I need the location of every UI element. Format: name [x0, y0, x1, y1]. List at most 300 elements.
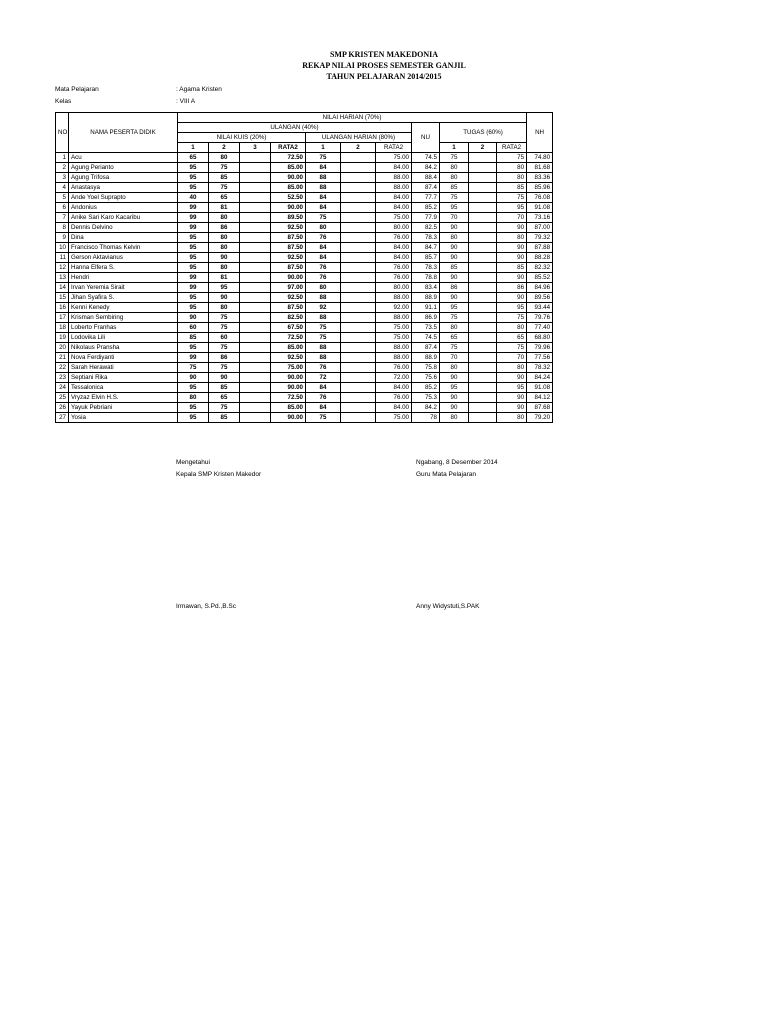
cell-urata: 75.00 [376, 413, 412, 423]
cell-k2: 80 [209, 263, 240, 273]
cell-nh: 91.08 [527, 383, 553, 393]
sub-tugas-1: 1 [440, 143, 469, 153]
cell-t1: 75 [440, 153, 469, 163]
cell-krata: 92.50 [271, 223, 306, 233]
cell-name: Sarah Herawati [69, 363, 178, 373]
cell-k1: 95 [178, 183, 209, 193]
cell-urata: 72.00 [376, 373, 412, 383]
cell-urata: 88.00 [376, 183, 412, 193]
cell-no: 18 [56, 323, 69, 333]
cell-nu: 75.6 [412, 373, 440, 383]
cell-urata: 84.00 [376, 253, 412, 263]
cell-no: 3 [56, 173, 69, 183]
cell-nh: 77.40 [527, 323, 553, 333]
table-row [56, 233, 553, 243]
cell-k1: 95 [178, 383, 209, 393]
cell-k2: 86 [209, 223, 240, 233]
cell-trata: 90 [497, 273, 527, 283]
cell-name: Yayuk Pebriani [69, 403, 178, 413]
cell-u1: 84 [306, 383, 341, 393]
cell-k2: 75 [209, 403, 240, 413]
cell-trata: 90 [497, 223, 527, 233]
cell-k3 [240, 243, 271, 253]
cell-t1: 90 [440, 293, 469, 303]
cell-u1: 76 [306, 363, 341, 373]
cell-name: Nikolaus Pransha [69, 343, 178, 353]
cell-urata: 76.00 [376, 363, 412, 373]
cell-t2 [469, 323, 497, 333]
cell-t1: 80 [440, 413, 469, 423]
cell-no: 14 [56, 283, 69, 293]
cell-u1: 84 [306, 253, 341, 263]
cell-k1: 95 [178, 243, 209, 253]
cell-t1: 80 [440, 173, 469, 183]
cell-t2 [469, 213, 497, 223]
cell-trata: 75 [497, 193, 527, 203]
cell-k3 [240, 153, 271, 163]
cell-trata: 80 [497, 363, 527, 373]
cell-urata: 80.00 [376, 283, 412, 293]
cell-k3 [240, 173, 271, 183]
cell-name: Andonius [69, 203, 178, 213]
cell-nu: 88.4 [412, 173, 440, 183]
cell-k3 [240, 363, 271, 373]
cell-nu: 74.5 [412, 333, 440, 343]
cell-u2 [341, 393, 376, 403]
cell-k1: 99 [178, 203, 209, 213]
cell-u1: 84 [306, 163, 341, 173]
cell-u2 [341, 313, 376, 323]
cell-trata: 75 [497, 313, 527, 323]
cell-t2 [469, 363, 497, 373]
cell-urata: 76.00 [376, 393, 412, 403]
cell-u2 [341, 373, 376, 383]
cell-name: Dennis Delvino [69, 223, 178, 233]
cell-k2: 81 [209, 273, 240, 283]
cell-nu: 88.9 [412, 293, 440, 303]
cell-u1: 76 [306, 233, 341, 243]
cell-k1: 85 [178, 333, 209, 343]
cell-nh: 85.52 [527, 273, 553, 283]
cell-name: Lodovika Lili [69, 333, 178, 343]
cell-name: Krisman Sembiring [69, 313, 178, 323]
cell-name: Hendri [69, 273, 178, 283]
header-no: NO [56, 113, 69, 153]
table-row [56, 393, 553, 403]
cell-name: Acu [69, 153, 178, 163]
cell-krata: 67.50 [271, 323, 306, 333]
cell-trata: 80 [497, 323, 527, 333]
cell-k1: 65 [178, 153, 209, 163]
school-name: SMP KRISTEN MAKEDONIA [329, 50, 438, 59]
cell-nu: 84.7 [412, 243, 440, 253]
cell-name: Irvan Yeremia Sirait [69, 283, 178, 293]
cell-u2 [341, 263, 376, 273]
table-row [56, 403, 553, 413]
cell-krata: 87.50 [271, 233, 306, 243]
cell-k2: 90 [209, 293, 240, 303]
cell-k3 [240, 323, 271, 333]
teacher-name: Anny Widystuti,S.PAK [416, 603, 480, 610]
table-row [56, 243, 553, 253]
cell-trata: 90 [497, 243, 527, 253]
sub-kuis-2: 2 [209, 143, 240, 153]
cell-urata: 84.00 [376, 193, 412, 203]
cell-u1: 88 [306, 293, 341, 303]
cell-trata: 95 [497, 383, 527, 393]
cell-u1: 80 [306, 283, 341, 293]
cell-krata: 72.50 [271, 393, 306, 403]
cell-urata: 75.00 [376, 333, 412, 343]
cell-krata: 92.50 [271, 293, 306, 303]
cell-u1: 72 [306, 373, 341, 383]
cell-k3 [240, 213, 271, 223]
cell-nu: 75.3 [412, 393, 440, 403]
cell-t1: 75 [440, 343, 469, 353]
cell-k1: 80 [178, 393, 209, 403]
cell-urata: 76.00 [376, 263, 412, 273]
cell-nh: 87.88 [527, 243, 553, 253]
cell-name: Vryzaz Elvin H.S. [69, 393, 178, 403]
table-row [56, 363, 553, 373]
cell-t2 [469, 273, 497, 283]
cell-k3 [240, 263, 271, 273]
cell-nu: 91.1 [412, 303, 440, 313]
cell-t1: 95 [440, 203, 469, 213]
cell-no: 10 [56, 243, 69, 253]
table-row [56, 323, 553, 333]
cell-name: Agung Trifosa [69, 173, 178, 183]
cell-u2 [341, 153, 376, 163]
cell-k3 [240, 303, 271, 313]
cell-no: 17 [56, 313, 69, 323]
cell-trata: 80 [497, 413, 527, 423]
cell-trata: 75 [497, 153, 527, 163]
table-row [56, 223, 553, 233]
cell-u2 [341, 283, 376, 293]
cell-trata: 70 [497, 353, 527, 363]
cell-u2 [341, 223, 376, 233]
cell-k1: 90 [178, 373, 209, 383]
cell-name: Kenni Kenedy [69, 303, 178, 313]
cell-name: Gerson Aktavianus [69, 253, 178, 263]
cell-k2: 75 [209, 363, 240, 373]
cell-k2: 75 [209, 163, 240, 173]
table-row [56, 253, 553, 263]
cell-t1: 90 [440, 273, 469, 283]
cell-trata: 90 [497, 253, 527, 263]
cell-trata: 70 [497, 213, 527, 223]
cell-t1: 80 [440, 363, 469, 373]
cell-k3 [240, 393, 271, 403]
cell-nu: 86.9 [412, 313, 440, 323]
cell-k2: 65 [209, 393, 240, 403]
cell-k1: 75 [178, 363, 209, 373]
cell-urata: 80.00 [376, 223, 412, 233]
cell-k3 [240, 293, 271, 303]
header-nh: NH [527, 113, 553, 153]
cell-u1: 76 [306, 393, 341, 403]
cell-nu: 75.8 [412, 363, 440, 373]
cell-u2 [341, 243, 376, 253]
cell-u1: 84 [306, 193, 341, 203]
cell-no: 13 [56, 273, 69, 283]
cell-no: 6 [56, 203, 69, 213]
cell-urata: 75.00 [376, 153, 412, 163]
cell-k2: 65 [209, 193, 240, 203]
table-row [56, 303, 553, 313]
cell-urata: 84.00 [376, 243, 412, 253]
cell-u1: 75 [306, 153, 341, 163]
cell-krata: 85.00 [271, 403, 306, 413]
cell-nh: 68.80 [527, 333, 553, 343]
table-row [56, 193, 553, 203]
table-row [56, 213, 553, 223]
cell-krata: 85.00 [271, 343, 306, 353]
cell-t1: 85 [440, 263, 469, 273]
cell-k1: 95 [178, 303, 209, 313]
cell-t1: 90 [440, 253, 469, 263]
cell-t1: 70 [440, 353, 469, 363]
cell-krata: 87.50 [271, 303, 306, 313]
cell-urata: 88.00 [376, 353, 412, 363]
cell-k2: 80 [209, 303, 240, 313]
cell-t2 [469, 303, 497, 313]
cell-t2 [469, 243, 497, 253]
sub-kuis-1: 1 [178, 143, 209, 153]
cell-nh: 89.56 [527, 293, 553, 303]
sub-uh-rata: RATA2 [376, 143, 412, 153]
cell-name: Francisco Thomas Kelvin [69, 243, 178, 253]
cell-k3 [240, 203, 271, 213]
cell-u2 [341, 273, 376, 283]
cell-u2 [341, 183, 376, 193]
cell-t2 [469, 233, 497, 243]
cell-t2 [469, 383, 497, 393]
cell-t1: 90 [440, 373, 469, 383]
cell-nu: 87.4 [412, 183, 440, 193]
cell-u1: 84 [306, 243, 341, 253]
sub-uh-1: 1 [306, 143, 341, 153]
header-nu: NU [412, 123, 440, 153]
sub-tugas-2: 2 [469, 143, 497, 153]
cell-k3 [240, 373, 271, 383]
cell-u1: 76 [306, 263, 341, 273]
table-row [56, 333, 553, 343]
cell-nh: 87.68 [527, 403, 553, 413]
cell-nh: 79.96 [527, 343, 553, 353]
table-row [56, 293, 553, 303]
cell-k3 [240, 403, 271, 413]
cell-krata: 82.50 [271, 313, 306, 323]
cell-u1: 75 [306, 413, 341, 423]
header-name: NAMA PESERTA DIDIK [69, 113, 178, 153]
cell-k1: 99 [178, 353, 209, 363]
cell-krata: 90.00 [271, 413, 306, 423]
cell-nu: 82.5 [412, 223, 440, 233]
cell-krata: 87.50 [271, 263, 306, 273]
cell-name: Anastasya [69, 183, 178, 193]
cell-urata: 88.00 [376, 313, 412, 323]
cell-krata: 85.00 [271, 163, 306, 173]
cell-u2 [341, 303, 376, 313]
cell-nh: 93.44 [527, 303, 553, 313]
cell-t2 [469, 353, 497, 363]
cell-k1: 60 [178, 323, 209, 333]
cell-t1: 75 [440, 193, 469, 203]
cell-k1: 95 [178, 173, 209, 183]
cell-k2: 86 [209, 353, 240, 363]
cell-name: Tessalonica [69, 383, 178, 393]
table-row [56, 413, 553, 423]
cell-no: 7 [56, 213, 69, 223]
cell-k1: 95 [178, 293, 209, 303]
cell-krata: 72.50 [271, 333, 306, 343]
cell-nu: 85.2 [412, 383, 440, 393]
cell-k1: 95 [178, 403, 209, 413]
cell-t2 [469, 173, 497, 183]
cell-nh: 76.08 [527, 193, 553, 203]
cell-nh: 88.28 [527, 253, 553, 263]
cell-k2: 75 [209, 183, 240, 193]
cell-nh: 84.96 [527, 283, 553, 293]
table-row [56, 353, 553, 363]
cell-k3 [240, 193, 271, 203]
cell-u1: 88 [306, 313, 341, 323]
cell-krata: 90.00 [271, 203, 306, 213]
cell-u1: 88 [306, 183, 341, 193]
cell-krata: 97.00 [271, 283, 306, 293]
cell-urata: 88.00 [376, 173, 412, 183]
cell-nu: 84.2 [412, 163, 440, 173]
table-row [56, 183, 553, 193]
cell-name: Yosia [69, 413, 178, 423]
headmaster-name: Irmawan, S.Pd.,B.Sc [176, 603, 236, 610]
cell-krata: 75.00 [271, 363, 306, 373]
cell-krata: 85.00 [271, 183, 306, 193]
cell-k3 [240, 313, 271, 323]
cell-krata: 72.50 [271, 153, 306, 163]
cell-trata: 86 [497, 283, 527, 293]
cell-k2: 80 [209, 213, 240, 223]
cell-t1: 85 [440, 183, 469, 193]
cell-t1: 90 [440, 403, 469, 413]
table-row [56, 313, 553, 323]
header-nilai-harian: NILAI HARIAN (70%) [178, 113, 527, 123]
cell-no: 12 [56, 263, 69, 273]
cell-k2: 90 [209, 373, 240, 383]
cell-nu: 85.7 [412, 253, 440, 263]
cell-name: Agung Perianto [69, 163, 178, 173]
cell-krata: 52.50 [271, 193, 306, 203]
cell-t2 [469, 183, 497, 193]
cell-nh: 79.32 [527, 233, 553, 243]
header-ulangan: ULANGAN (40%) [178, 123, 412, 133]
cell-nh: 83.36 [527, 173, 553, 183]
grades-table [55, 112, 553, 423]
cell-k3 [240, 283, 271, 293]
cell-urata: 75.00 [376, 323, 412, 333]
cell-k2: 75 [209, 313, 240, 323]
cell-nu: 77.9 [412, 213, 440, 223]
cell-name: Nova Ferdiyanti [69, 353, 178, 363]
cell-trata: 80 [497, 173, 527, 183]
cell-t2 [469, 163, 497, 173]
cell-u2 [341, 233, 376, 243]
cell-name: Hanna Elfera S. [69, 263, 178, 273]
cell-nu: 88.9 [412, 353, 440, 363]
cell-k2: 80 [209, 233, 240, 243]
subject-label: Mata Pelajaran [55, 86, 99, 93]
cell-t1: 75 [440, 313, 469, 323]
cell-trata: 95 [497, 303, 527, 313]
cell-t1: 65 [440, 333, 469, 343]
cell-k2: 80 [209, 153, 240, 163]
cell-no: 24 [56, 383, 69, 393]
cell-urata: 75.00 [376, 213, 412, 223]
cell-nu: 83.4 [412, 283, 440, 293]
class-value: : VIII A [176, 98, 196, 105]
cell-nu: 85.2 [412, 203, 440, 213]
cell-t2 [469, 223, 497, 233]
cell-trata: 90 [497, 393, 527, 403]
subject-value: : Agama Kristen [176, 86, 222, 93]
cell-no: 11 [56, 253, 69, 263]
cell-krata: 90.00 [271, 273, 306, 283]
cell-t2 [469, 313, 497, 323]
cell-nh: 73.16 [527, 213, 553, 223]
cell-no: 25 [56, 393, 69, 403]
cell-no: 19 [56, 333, 69, 343]
cell-trata: 90 [497, 403, 527, 413]
cell-k3 [240, 233, 271, 243]
cell-no: 21 [56, 353, 69, 363]
cell-k1: 40 [178, 193, 209, 203]
cell-trata: 75 [497, 343, 527, 353]
cell-k3 [240, 413, 271, 423]
table-row [56, 283, 553, 293]
cell-k3 [240, 223, 271, 233]
headmaster-title: Kepala SMP Kristen Makedor [176, 471, 262, 478]
cell-k3 [240, 163, 271, 173]
cell-urata: 88.00 [376, 343, 412, 353]
cell-t1: 95 [440, 383, 469, 393]
cell-t2 [469, 333, 497, 343]
cell-no: 8 [56, 223, 69, 233]
cell-u1: 92 [306, 303, 341, 313]
cell-u2 [341, 333, 376, 343]
cell-nu: 78.3 [412, 263, 440, 273]
cell-t1: 86 [440, 283, 469, 293]
cell-u1: 75 [306, 333, 341, 343]
cell-nu: 78 [412, 413, 440, 423]
cell-no: 26 [56, 403, 69, 413]
cell-nh: 79.20 [527, 413, 553, 423]
cell-k1: 95 [178, 263, 209, 273]
cell-u1: 88 [306, 343, 341, 353]
cell-k2: 95 [209, 283, 240, 293]
cell-no: 2 [56, 163, 69, 173]
table-row [56, 153, 553, 163]
cell-krata: 90.00 [271, 173, 306, 183]
cell-no: 9 [56, 233, 69, 243]
cell-nh: 87.00 [527, 223, 553, 233]
cell-krata: 87.50 [271, 243, 306, 253]
cell-trata: 80 [497, 163, 527, 173]
cell-nh: 85.96 [527, 183, 553, 193]
cell-name: Loberto Franhas [69, 323, 178, 333]
cell-k3 [240, 343, 271, 353]
